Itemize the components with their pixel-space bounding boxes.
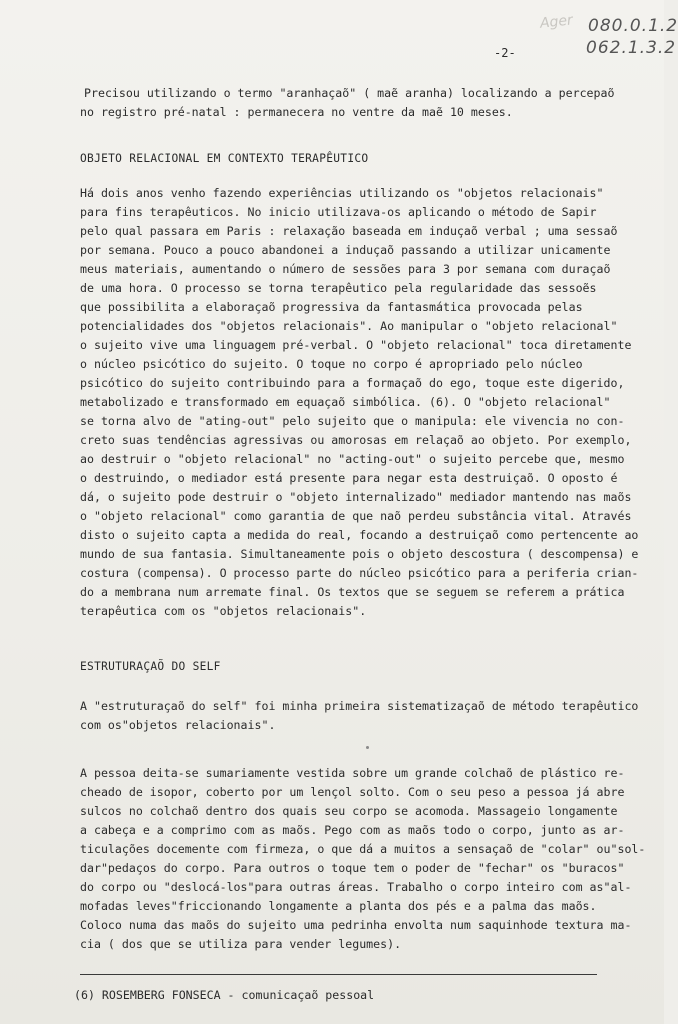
body-line: mofadas leves"friccionando longamente a planta dos pés e a palma das maõs. — [80, 899, 597, 913]
body-line: meus materiais, aumentando o número de sessões para 3 por semana com duraçaõ — [80, 262, 611, 276]
section-heading: OBJETO RELACIONAL EM CONTEXTO TERAPÊUTICO — [80, 152, 369, 165]
intro-line: no registro pré-natal : permanecera no ventre da maẽ 10 meses. — [80, 105, 513, 119]
body-line: mundo de sua fantasia. Simultaneamente pois o objeto descostura ( descompensa) e — [80, 547, 639, 561]
body-line: o "objeto relacional" como garantia de que naõ perdeu substância vital. Através — [80, 509, 632, 523]
body-line: do corpo ou "deslocá-los"para outras áreas. Trabalho o corpo inteiro com as"al- — [80, 880, 632, 894]
body-line: costura (compensa). O processo parte do núcleo psicótico para a periferia crian- — [80, 566, 639, 580]
body-line: A pessoa deita-se sumariamente vestida sobre um grande colchaõ de plástico re- — [80, 766, 625, 780]
intro-line: Precisou utilizando o termo "aranhaçaõ" ( maẽ aranha) localizando a percepaõ — [84, 86, 615, 100]
body-line: Coloco numa das maõs do sujeito uma pedrinha envolta num saquinhode textura ma- — [80, 918, 632, 932]
body-line: psicótico do sujeito contribuindo para a formaçaõ do ego, toque este digerido, — [80, 376, 625, 390]
body-line: cia ( dos que se utiliza para vender legumes). — [80, 937, 402, 951]
body-line: pelo qual passara em Paris : relaxação baseada em induçaõ verbal ; uma sessaõ — [80, 224, 618, 238]
body-line: Há dois anos venho fazendo experiências utilizando os "objetos relacionais" — [80, 186, 604, 200]
body-line: por semana. Pouco a pouco abandonei a induçaõ passando a utilizar unicamente — [80, 243, 611, 257]
body-line: sulcos no colchaõ dentro dos quais seu corpo se acomoda. Massageio longamente — [80, 804, 618, 818]
body-line: de uma hora. O processo se torna terapêutico pela regularidade das sessoẽs — [80, 281, 597, 295]
body-line: dar"pedaços do corpo. Para outros o toque tem o poder de "fechar" os "buracos" — [80, 861, 625, 875]
section-heading: ESTRUTURAÇAÕ DO SELF — [80, 660, 221, 673]
archive-reference-faint: Ager — [539, 12, 574, 32]
page-number: -2- — [494, 46, 516, 60]
body-line: o núcleo psicótico do sujeito. O toque no corpo é apropriado pelo núcleo — [80, 357, 583, 371]
body-line: creto suas tendências agressivas ou amorosas em relaçaõ ao objeto. Por exemplo, — [80, 433, 632, 447]
body-line: o sujeito vive uma linguagem pré-verbal. O "objeto relacional" toca diretamente — [80, 338, 632, 352]
body-line: com os"objetos relacionais". — [80, 718, 276, 732]
footnote-divider — [80, 974, 597, 975]
body-line: o destruindo, o mediador está presente para negar esta destruiçaõ. O oposto é — [80, 471, 618, 485]
body-line: do a membrana num arremate final. Os textos que se seguem se referem a prática — [80, 585, 625, 599]
body-line: dá, o sujeito pode destruir o "objeto internalizado" mediador mantendo nas maõs — [80, 490, 632, 504]
body-line: ticulações docemente com firmeza, o que dá a muitos a sensaçaõ de "colar" ou"sol- — [80, 842, 646, 856]
body-line: A "estruturaçaõ do self" foi minha primeira sistematizaçaõ de método terapêutico — [80, 699, 639, 713]
body-line: se torna alvo de "ating-out" pelo sujeito que o manipula: ele vivencia no con- — [80, 414, 625, 428]
body-line: metabolizado e transformado em equaçaõ simbólica. (6). O "objeto relacional" — [80, 395, 611, 409]
archive-reference-line-2: 062.1.3.2 — [586, 38, 677, 58]
body-line: potencialidades dos "objetos relacionais". Ao manipular o "objeto relacional" — [80, 319, 618, 333]
body-line: que possibilita a elaboraçaõ progressiva da fantasmática provocada pelas — [80, 300, 583, 314]
body-line: ao destruir o "objeto relacional" no "acting-out" o sujeito percebe que, mesmo — [80, 452, 625, 466]
body-line: para fins terapêuticos. No inicio utilizava-os aplicando o método de Sapir — [80, 205, 597, 219]
body-line: disto o sujeito capta a medida do real, focando a destruiçaõ como pertencente ao — [80, 528, 639, 542]
speck-mark — [366, 746, 369, 749]
footnote: (6) ROSEMBERG FONSECA - comunicaçaõ pessoal — [74, 988, 375, 1002]
body-line: a cabeça e a comprimo com as maõs. Pego com as maõs todo o corpo, junto as ar- — [80, 823, 625, 837]
body-line: cheado de isopor, coberto por um lençol solto. Com o seu peso a pessoa já abre — [80, 785, 625, 799]
archive-reference-line-1: 080.0.1.2 — [588, 16, 678, 36]
body-line: terapêutica com os "objetos relacionais". — [80, 604, 367, 618]
